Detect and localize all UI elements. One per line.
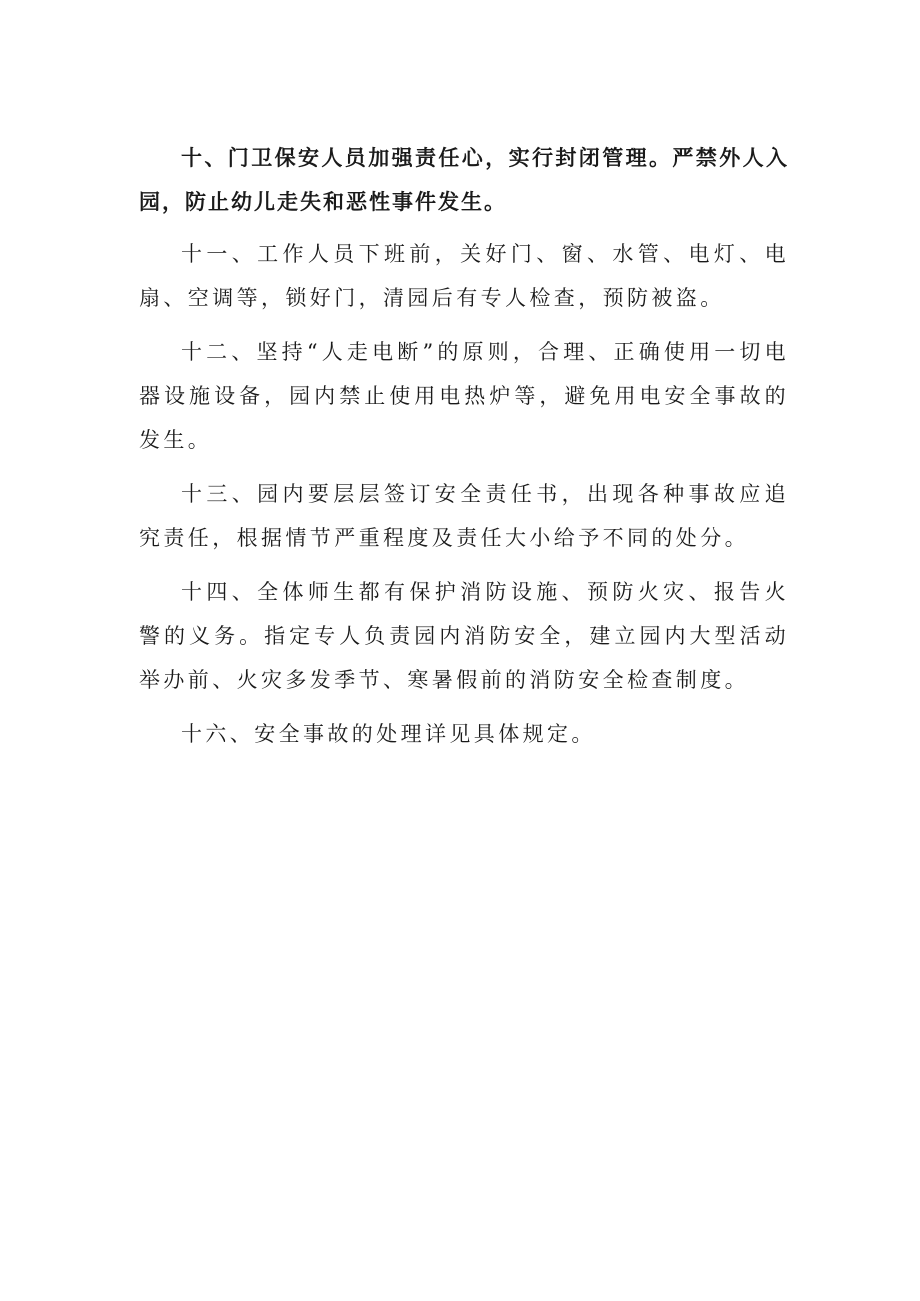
paragraph-10: 十、门卫保安人员加强责任心，实行封闭管理。严禁外人入园，防止幼儿走失和恶性事件发生。: [139, 146, 789, 214]
paragraph-12: 十二、坚持“人走电断”的原则，合理、正确使用一切电器设施设备，园内禁止使用电热炉等，避免用电安全事故的发生。: [139, 340, 789, 452]
paragraph-16: 十六、安全事故的处理详见具体规定。: [181, 722, 596, 746]
paragraph-14: 十四、全体师生都有保护消防设施、预防火灾、报告火警的义务。指定专人负责园内消防安全，建立园内大型活动举办前、火灾多发季节、寒暑假前的消防安全检查制度。: [139, 580, 789, 692]
document-body: [139, 136, 789, 766]
paragraph-13: 十三、园内要层层签订安全责任书，出现各种事故应追究责任，根据情节严重程度及责任大小给予不同的处分。: [139, 482, 789, 550]
paragraph-11: 十一、工作人员下班前，关好门、窗、水管、电灯、电扇、空调等，锁好门，清园后有专人检查，预防被盗。: [139, 242, 789, 310]
